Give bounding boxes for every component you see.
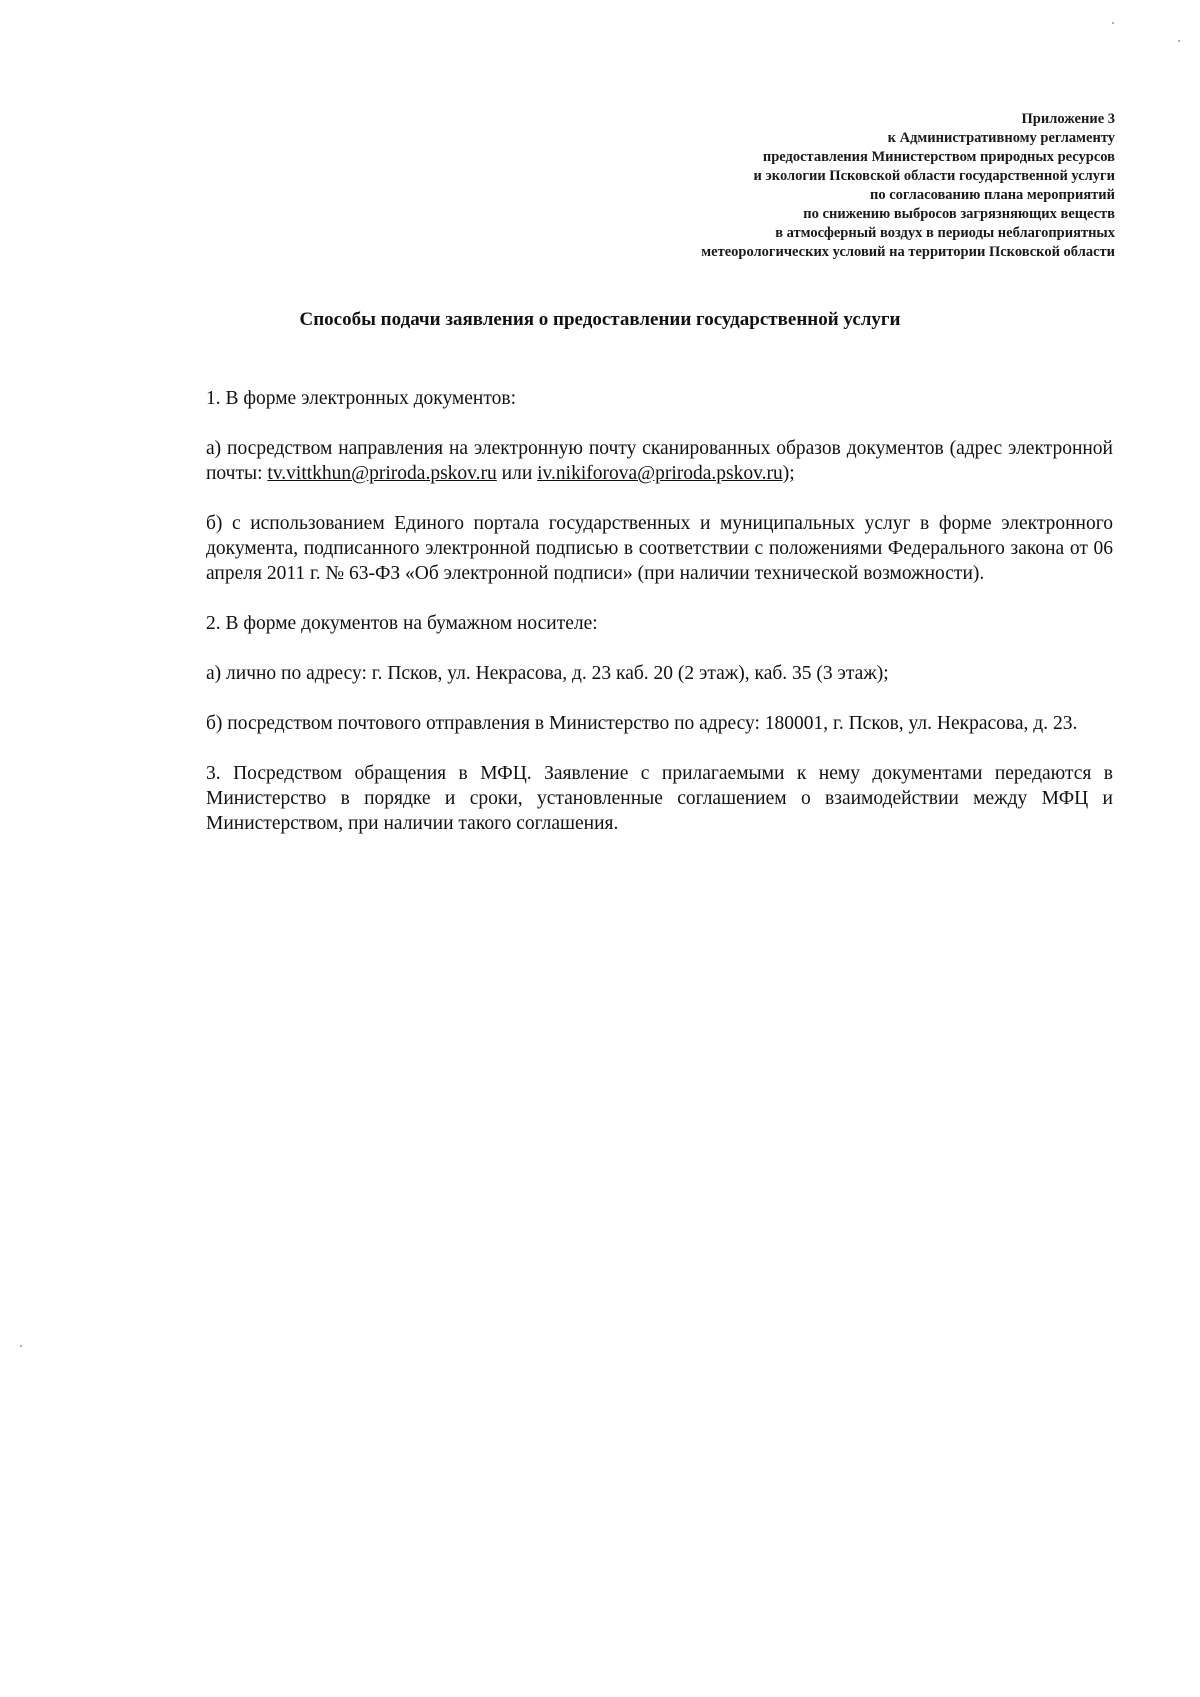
- annex-line: метеорологических условий на территории Псковской области: [701, 244, 1115, 260]
- section2-item-b: б) посредством почтового отправления в Министерство по адресу: 180001, г. Псков, ул. Некрасова, д. 23.: [206, 713, 1078, 734]
- section1-item-a-text: а) посредством направления на электронную почту сканированных образов документов (адрес электронной почты:: [206, 438, 1113, 484]
- section3-text: 3. Посредством обращения в МФЦ. Заявление с прилагаемыми к нему документами передаются в Министерство в порядке и сроки, установленные соглашением о взаимодействии между МФЦ и Министерством, при наличии такого соглашения.: [206, 763, 1113, 834]
- annex-line: и экологии Псковской области государственной услуги: [753, 168, 1115, 184]
- section1-heading: 1. В форме электронных документов:: [206, 388, 517, 409]
- or-word: или: [496, 463, 538, 484]
- email-link-2[interactable]: iv.nikiforova@priroda.pskov.ru);: [537, 463, 795, 484]
- section2-item-a: а) лично по адресу: г. Псков, ул. Некрасова, д. 23 каб. 20 (2 этаж), каб. 35 (3 этаж);: [206, 663, 889, 684]
- annex-line: предоставления Министерством природных ресурсов: [762, 149, 1115, 165]
- annex-header: [701, 110, 1115, 262]
- scan-speck: [1178, 40, 1180, 42]
- document-title: Способы подачи заявления о предоставлении государственной услуги: [299, 309, 901, 330]
- annex-line: Приложение 3: [1021, 111, 1115, 127]
- section1-item-a: [206, 436, 1113, 486]
- annex-line: к Административному регламенту: [887, 130, 1115, 146]
- annex-line: по снижению выбросов загрязняющих веществ: [803, 206, 1115, 222]
- annex-line: по согласованию плана мероприятий: [869, 187, 1115, 203]
- section2-heading: 2. В форме документов на бумажном носителе:: [206, 613, 598, 634]
- scan-speck: [20, 1345, 22, 1347]
- section1-item-b: б) с использованием Единого портала государственных и муниципальных услуг в форме электронного документа, подписанного электронной подписью в соответствии с положениями Федерального закона от 06 апреля 2011 г. № 63-ФЗ «Об электронной подписи» (при наличии технической возможности).: [206, 513, 1113, 584]
- email-link-1[interactable]: tv.vittkhun@priroda.pskov.ru: [267, 463, 497, 484]
- scan-speck: [1112, 22, 1114, 24]
- document-body: [206, 386, 1113, 861]
- annex-line: в атмосферный воздух в периоды неблагоприятных: [775, 225, 1115, 241]
